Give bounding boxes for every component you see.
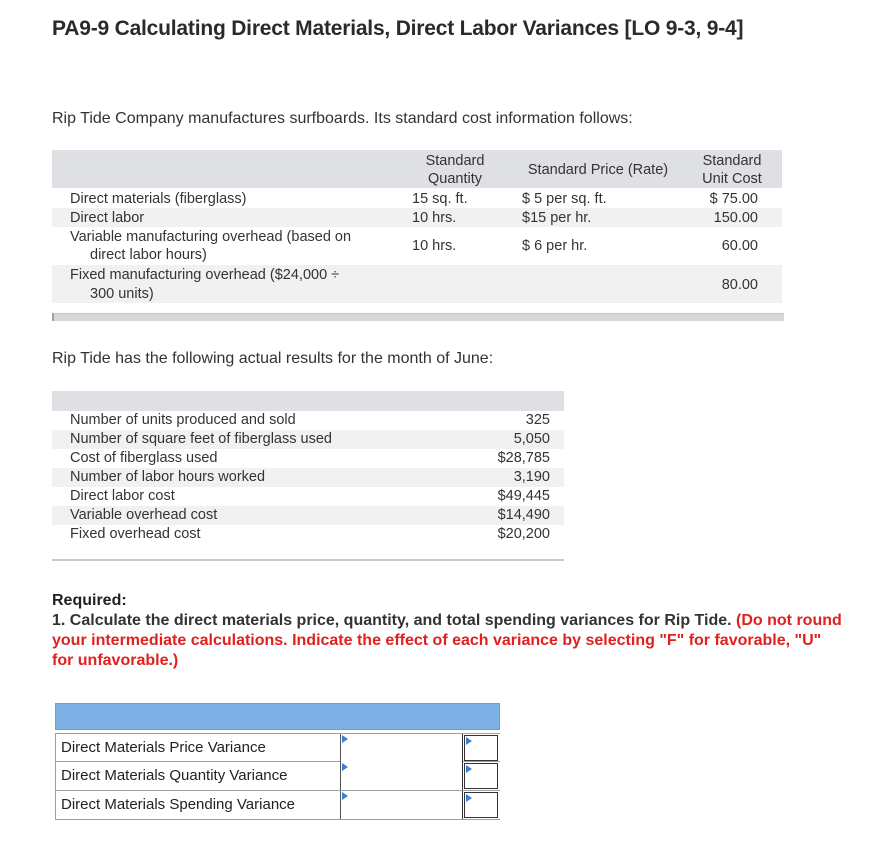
row-price: $ 5 per sq. ft. [522, 191, 607, 207]
price-variance-amount-input[interactable] [341, 734, 463, 762]
row-label-continued: 300 units) [90, 286, 154, 302]
row-quantity: 15 sq. ft. [412, 191, 468, 207]
row-price: $ 6 per hr. [522, 238, 588, 254]
spending-variance-amount-input[interactable] [341, 791, 463, 819]
price-variance-effect-select[interactable] [464, 735, 498, 761]
answer-row-label: Direct Materials Spending Variance [55, 791, 341, 819]
actual-results-intro: Rip Tide has the following actual results for the month of June: [52, 350, 494, 367]
dropdown-marker-icon [466, 794, 472, 802]
input-marker-icon [342, 792, 348, 800]
row-label: Variable manufacturing overhead (based on [70, 229, 352, 245]
header-text: Unit Cost [702, 171, 762, 187]
table-row [52, 525, 564, 544]
row-quantity: 10 hrs. [412, 238, 457, 254]
row-label: Fixed overhead cost [70, 526, 201, 542]
answer-row-quantity-variance [55, 762, 500, 791]
dropdown-marker-icon [466, 765, 472, 773]
table-row [52, 411, 564, 430]
spending-variance-effect-select[interactable] [464, 792, 498, 818]
answer-table-header [55, 703, 500, 730]
row-value: 3,190 [513, 469, 550, 485]
table-row [52, 430, 564, 449]
amount-field[interactable] [341, 791, 462, 819]
amount-field[interactable] [341, 762, 462, 790]
required-question [52, 611, 842, 671]
answer-row-label: Direct Materials Quantity Variance [55, 762, 341, 790]
row-label-continued: direct labor hours) [90, 247, 207, 263]
header-standard-price: Standard Price (Rate) [527, 162, 669, 178]
answer-table [55, 703, 500, 820]
header-standard-quantity [404, 152, 506, 188]
question-text: 1. Calculate the direct materials price, quantity, and total spending variances for Rip Tide. [52, 612, 737, 629]
dropdown-marker-icon [466, 737, 472, 745]
table-row [52, 468, 564, 487]
table-footer-line [52, 559, 564, 561]
row-label: Variable overhead cost [70, 507, 218, 523]
page-title: PA9-9 Calculating Direct Materials, Direct Labor Variances [LO 9-3, 9-4] [52, 17, 744, 40]
row-label: Direct labor cost [70, 488, 175, 504]
header-standard-unit-cost [688, 152, 776, 188]
quantity-variance-effect-select[interactable] [464, 763, 498, 789]
row-unit-cost: 150.00 [713, 210, 758, 226]
row-label: Direct materials (fiberglass) [70, 191, 247, 207]
row-label: Fixed manufacturing overhead ($24,000 ÷ [70, 267, 340, 283]
row-quantity: 10 hrs. [412, 210, 457, 226]
row-value: $28,785 [497, 450, 550, 466]
row-value: 325 [525, 412, 550, 428]
row-unit-cost: $ 75.00 [709, 191, 758, 207]
question-instruction: (Do not round your intermediate calculations. Indicate the effect of each variance by selecting "F" for favorable, "U" for unfavorable.) [52, 612, 842, 669]
row-label: Number of square feet of fiberglass used [70, 431, 332, 447]
row-label: Cost of fiberglass used [70, 450, 218, 466]
header-text: Standard [425, 153, 485, 169]
answer-row-spending-variance [55, 791, 500, 820]
row-value: $14,490 [497, 507, 550, 523]
table-footer-bar [52, 313, 784, 321]
intro-text: Rip Tide Company manufactures surfboards. Its standard cost information follows: [52, 110, 633, 127]
row-value: $20,200 [497, 526, 550, 542]
row-unit-cost: 80.00 [721, 277, 758, 293]
input-marker-icon [342, 735, 348, 743]
row-label: Direct labor [70, 210, 145, 226]
row-label: Number of labor hours worked [70, 469, 266, 485]
header-text: Quantity [428, 171, 482, 187]
required-section [52, 591, 842, 671]
quantity-variance-amount-input[interactable] [341, 762, 463, 790]
input-marker-icon [342, 763, 348, 771]
table-row [52, 506, 564, 525]
amount-field[interactable] [341, 734, 462, 762]
header-text: Standard [702, 153, 762, 169]
table-header [52, 391, 564, 411]
row-unit-cost: 60.00 [721, 238, 758, 254]
required-heading: Required: [52, 592, 127, 609]
row-value: $49,445 [497, 488, 550, 504]
row-price: $15 per hr. [522, 210, 592, 226]
table-row [52, 449, 564, 468]
answer-row-price-variance [55, 733, 500, 762]
row-value: 5,050 [513, 431, 550, 447]
row-label: Number of units produced and sold [70, 412, 296, 428]
answer-row-label: Direct Materials Price Variance [55, 734, 341, 762]
table-row [52, 487, 564, 506]
